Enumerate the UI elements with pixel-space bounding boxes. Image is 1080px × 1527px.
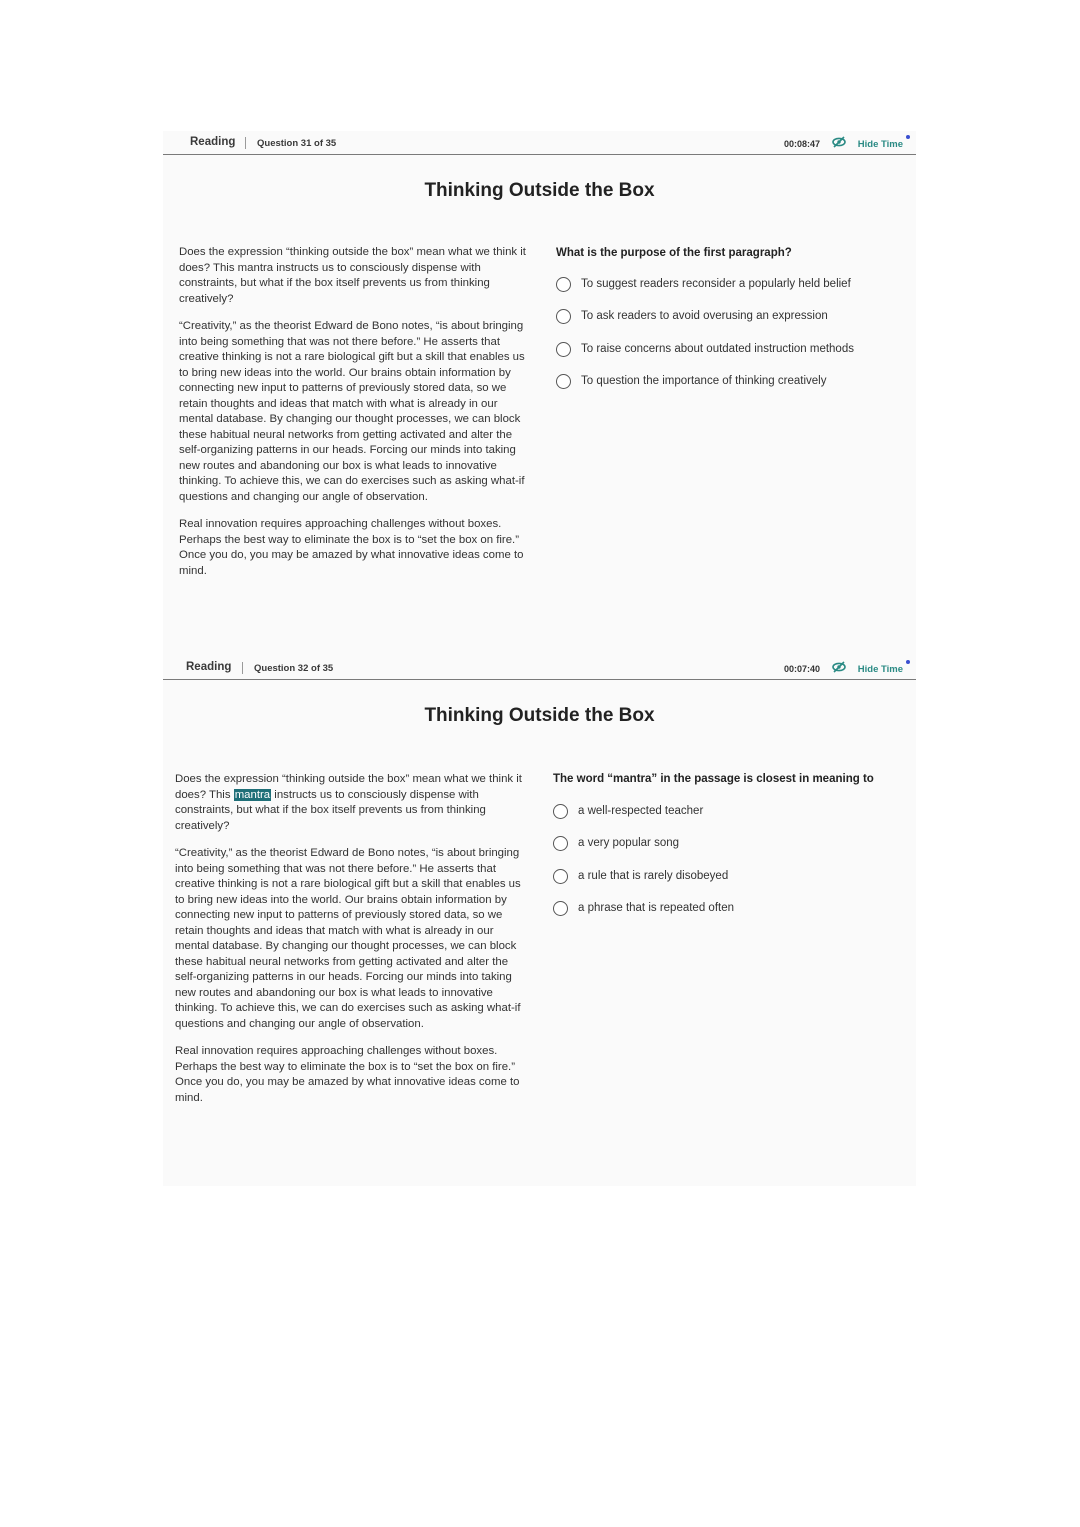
- answer-options: [556, 277, 906, 406]
- answer-option-label: To raise concerns about outdated instruction methods: [581, 342, 854, 355]
- radio-button[interactable]: [553, 869, 568, 884]
- hide-time-button[interactable]: Hide Time: [857, 139, 903, 150]
- notification-dot: [906, 135, 910, 139]
- passage-text: instructs us to consciously dispense with constraints, but what if the box itself prevents us from thinking creatively?: [175, 788, 486, 832]
- section-label: Reading: [190, 136, 236, 148]
- radio-button[interactable]: [556, 374, 571, 389]
- answer-option[interactable]: [556, 342, 906, 374]
- passage-paragraph-3: Real innovation requires approaching challenges without boxes. Perhaps the best way to eliminate the box is to “set the box on fire.” Once you do, you may be amazed by what innovative ideas come to mind.: [175, 1045, 520, 1104]
- passage-paragraph-2: “Creativity,” as the theorist Edward de Bono notes, “is about bringing into being something that was not there before.” He asserts that creative thinking is not a rare biological gift but a skill that enables us to bring new ideas into the world. Our brains obtain information by connecting new input to patterns of previously stored data, so we retain thoughts and ideas that match with what is already in our mental database. By changing our thought processes, we can block these habitual neural networks from getting activated and alter the self-organizing patterns in our heads. Forcing our minds into taking new routes and abandoning our box is what leads to innovative thinking. To achieve this, we can do exercises such as asking what-if questions and changing our angle of observation.: [179, 320, 525, 503]
- section-label: Reading: [186, 661, 232, 673]
- answer-options: [553, 804, 903, 933]
- header-divider: [242, 662, 243, 674]
- passage-paragraph-2: “Creativity,” as the theorist Edward de Bono notes, “is about bringing into being something that was not there before.” He asserts that creative thinking is not a rare biological gift but a skill that enables us to bring new ideas into the world. Our brains obtain information by connecting new input to patterns of previously stored data, so we retain thoughts and ideas that match with what is already in our mental database. By changing our thought processes, we can block these habitual neural networks from getting activated and alter the self-organizing patterns in our heads. Forcing our minds into taking new routes and abandoning our box is what leads to innovative thinking. To achieve this, we can do exercises such as asking what-if questions and changing our angle of observation.: [175, 847, 521, 1030]
- answer-option[interactable]: [553, 836, 903, 868]
- radio-button[interactable]: [553, 836, 568, 851]
- question-counter: Question 32 of 35: [254, 663, 334, 674]
- passage-title: Thinking Outside the Box: [424, 180, 655, 201]
- answer-option-label: a rule that is rarely disobeyed: [578, 869, 729, 882]
- answer-option[interactable]: [553, 804, 903, 836]
- header-bar: [163, 131, 916, 155]
- radio-button[interactable]: [556, 277, 571, 292]
- answer-option-label: a well-respected teacher: [578, 805, 704, 817]
- passage-title: Thinking Outside the Box: [424, 705, 655, 726]
- answer-option[interactable]: [556, 374, 906, 406]
- question-prompt: What is the purpose of the first paragraph?: [556, 247, 792, 259]
- passage-paragraph-1: [175, 772, 525, 834]
- header-bar: [163, 656, 916, 680]
- question-counter: Question 31 of 35: [257, 138, 337, 149]
- radio-button[interactable]: [553, 901, 568, 916]
- answer-option[interactable]: [553, 901, 903, 933]
- notification-dot: [906, 660, 910, 664]
- question-screen-32: [163, 656, 916, 1186]
- answer-option-label: To question the importance of thinking creatively: [581, 374, 827, 387]
- question-prompt: The word “mantra” in the passage is closest in meaning to: [553, 773, 874, 785]
- answer-option[interactable]: [556, 277, 906, 309]
- answer-option-label: To ask readers to avoid overusing an expression: [581, 310, 828, 323]
- reading-passage: [175, 772, 525, 1118]
- eye-slash-icon[interactable]: [832, 136, 846, 148]
- header-divider: [245, 137, 246, 149]
- radio-button[interactable]: [556, 309, 571, 324]
- highlighted-word: mantra: [234, 788, 271, 801]
- question-screen-31: [163, 131, 916, 656]
- answer-option-label: To suggest readers reconsider a popularly held belief: [581, 278, 851, 290]
- answer-option-label: a very popular song: [578, 837, 680, 850]
- hide-time-button[interactable]: Hide Time: [857, 664, 903, 675]
- answer-option[interactable]: [553, 869, 903, 901]
- timer: 00:08:47: [783, 139, 820, 149]
- answer-option[interactable]: [556, 309, 906, 341]
- answer-option-label: a phrase that is repeated often: [578, 901, 734, 914]
- passage-paragraph-1: Does the expression “thinking outside the box” mean what we think it does? This mantra instructs us to consciously dispense with constraints, but what if the box itself prevents us from thinking creatively?: [179, 246, 526, 305]
- timer: 00:07:40: [783, 664, 820, 674]
- radio-button[interactable]: [553, 804, 568, 819]
- reading-passage: [179, 245, 529, 591]
- radio-button[interactable]: [556, 342, 571, 357]
- passage-paragraph-3: Real innovation requires approaching challenges without boxes. Perhaps the best way to eliminate the box is to “set the box on fire.” Once you do, you may be amazed by what innovative ideas come to mind.: [179, 518, 524, 577]
- eye-slash-icon[interactable]: [832, 661, 846, 673]
- passage-text: Does the expression “thinking outside the box” mean what we think it does? This: [175, 773, 522, 801]
